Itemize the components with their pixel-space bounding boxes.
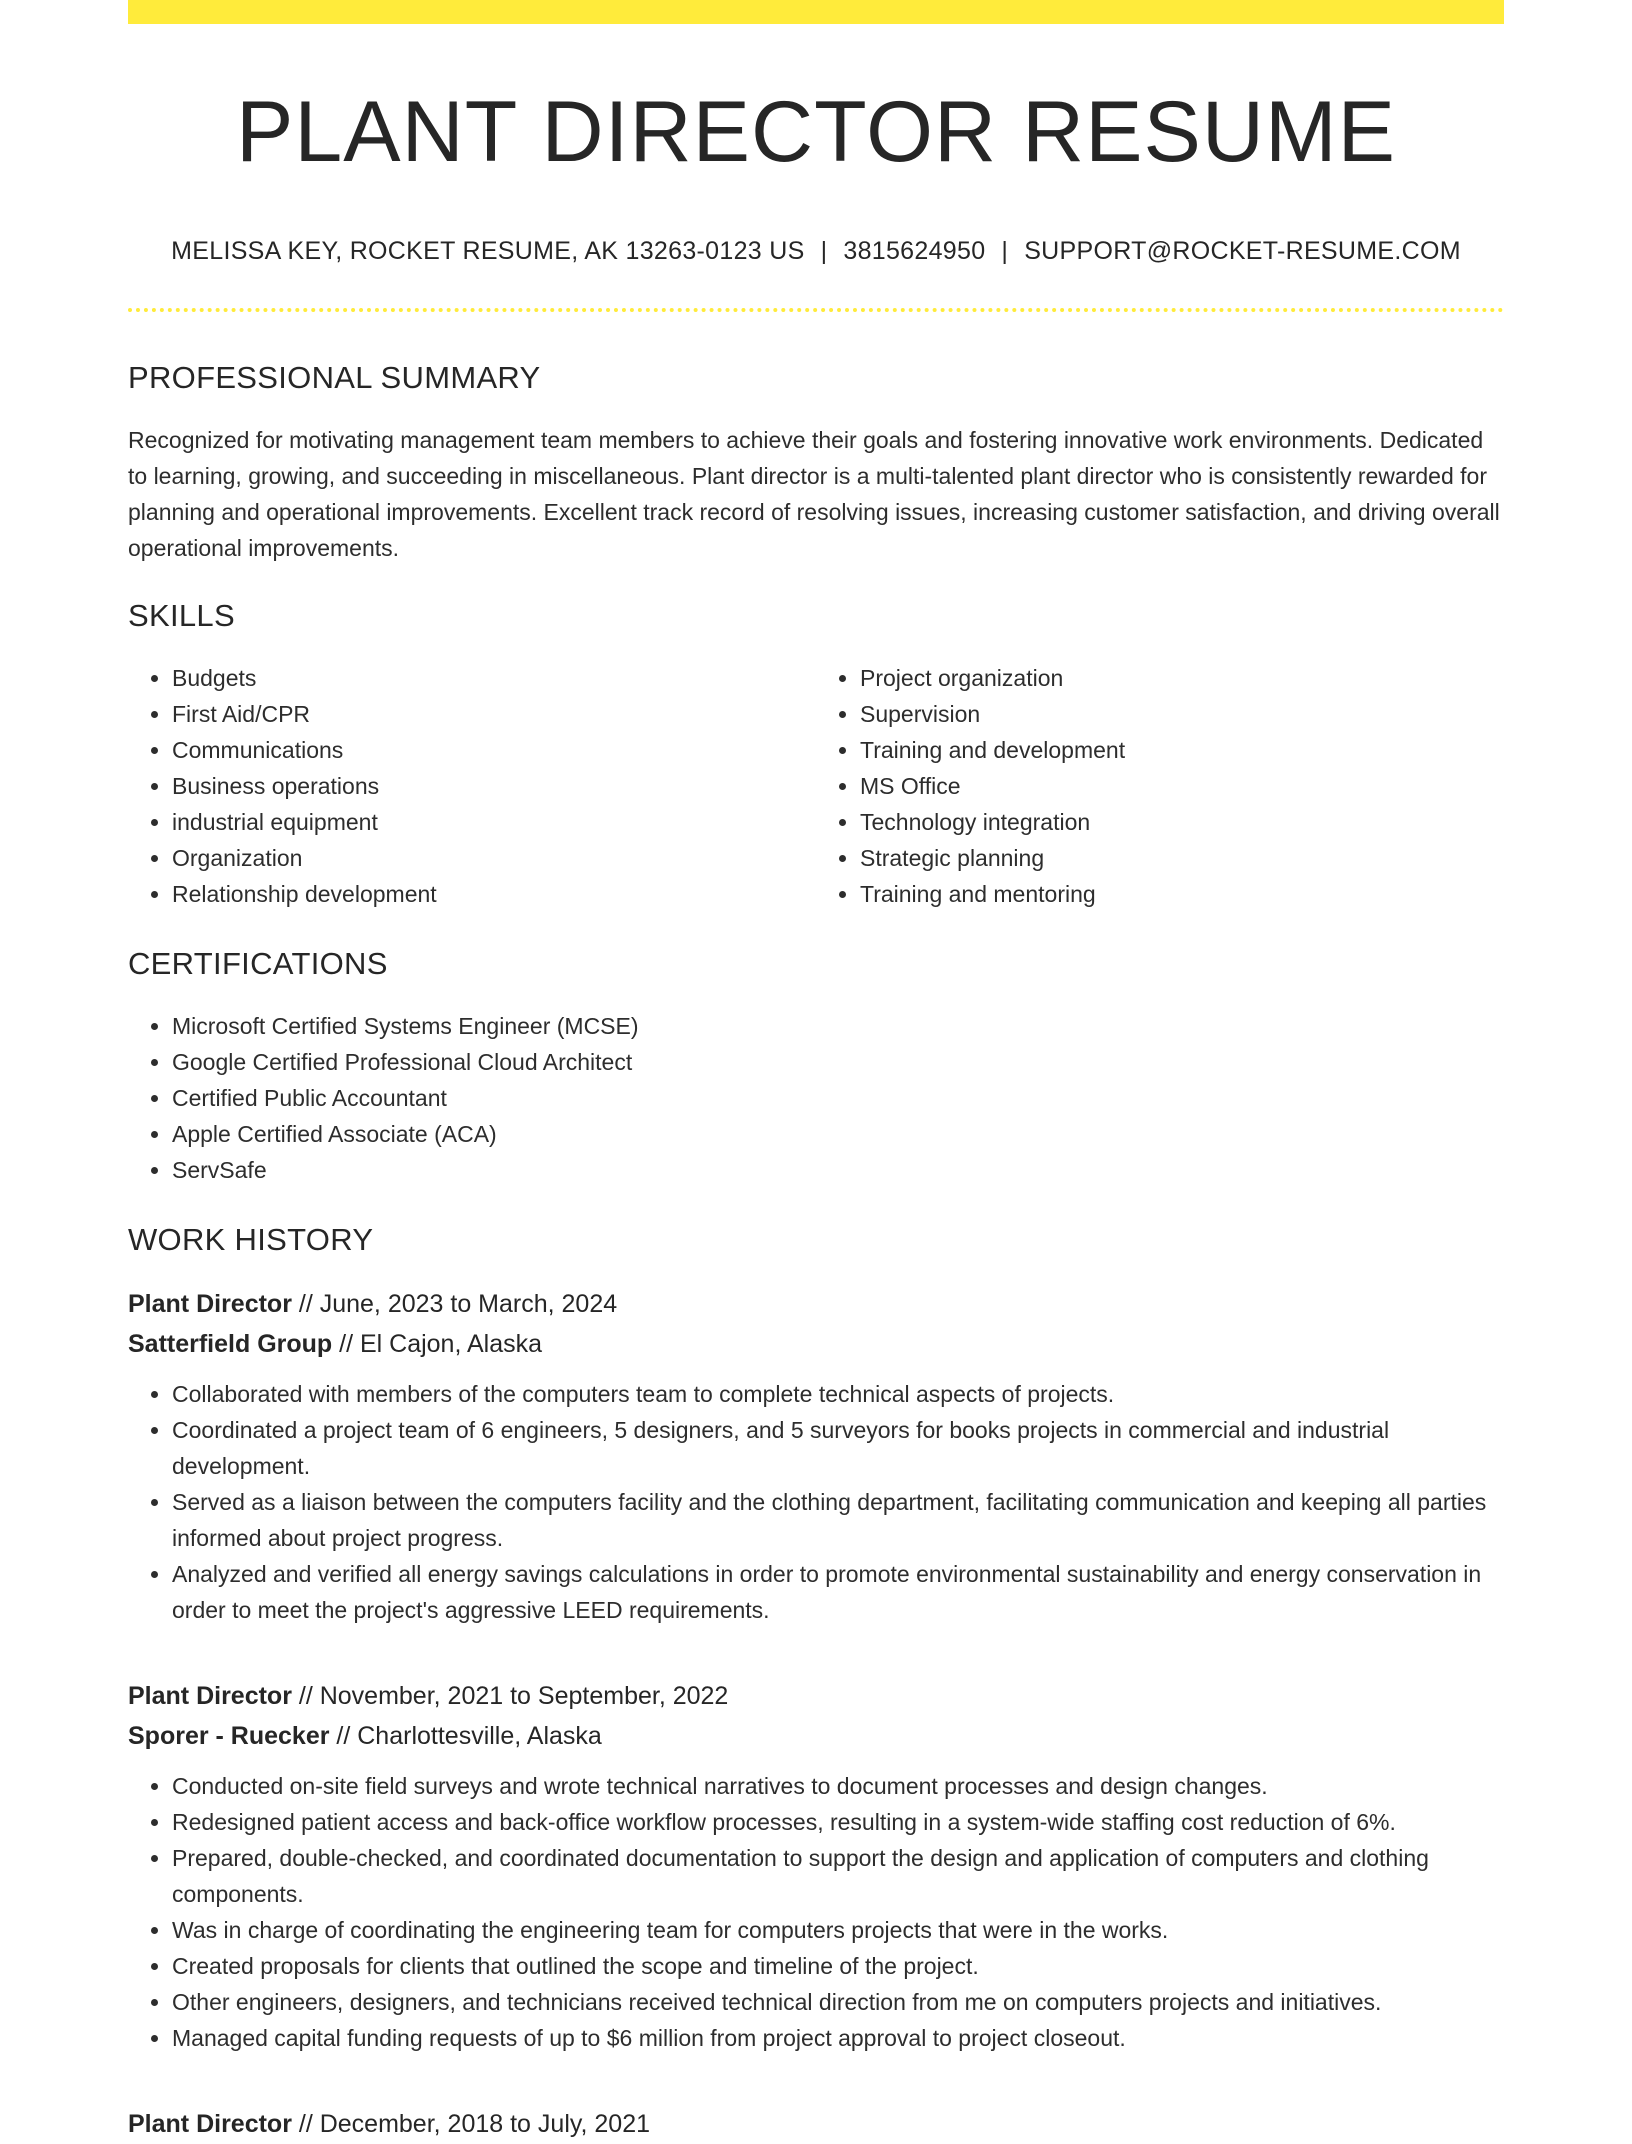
job-title: Plant Director <box>128 1290 292 1318</box>
certification-item: • Microsoft Certified Systems Engineer (MCSE) <box>172 1008 1504 1044</box>
skill-item: • Technology integration <box>860 804 1504 840</box>
job-bullet: • Analyzed and verified all energy savings calculations in order to promote environmental sustainability and energy conservation in order to meet the project's aggressive LEED requirements. <box>172 1556 1504 1628</box>
skill-item: • First Aid/CPR <box>172 696 816 732</box>
skill-item: • Business operations <box>172 768 816 804</box>
skill-item: • Project organization <box>860 660 1504 696</box>
job-entry <box>128 1284 1504 1628</box>
dotted-divider <box>128 308 1504 312</box>
job-bullet: • Managed capital funding requests of up to $6 million from project approval to project closeout. <box>172 2020 1504 2056</box>
skill-item: • Communications <box>172 732 816 768</box>
job-title-line <box>128 1284 1504 1324</box>
job-bullet: • Other engineers, designers, and technicians received technical direction from me on computers projects and initiatives. <box>172 1984 1504 2020</box>
job-bullet: • Was in charge of coordinating the engineering team for computers projects that were in the works. <box>172 1912 1504 1948</box>
skill-item: • Training and development <box>860 732 1504 768</box>
contact-separator: | <box>820 237 828 265</box>
job-company: Satterfield Group <box>128 1330 333 1358</box>
certification-item: • Apple Certified Associate (ACA) <box>172 1116 1504 1152</box>
job-bullet-list <box>128 1768 1504 2056</box>
summary-heading: PROFESSIONAL SUMMARY <box>128 360 541 395</box>
skills-list-left <box>128 660 816 912</box>
skill-item: • MS Office <box>860 768 1504 804</box>
job-dates: // November, 2021 to September, 2022 <box>291 1682 729 1710</box>
skills-heading: SKILLS <box>128 598 235 633</box>
skill-item: • Budgets <box>172 660 816 696</box>
certification-item: • Google Certified Professional Cloud Architect <box>172 1044 1504 1080</box>
skills-list-right <box>816 660 1504 912</box>
skill-item: • Relationship development <box>172 876 816 912</box>
job-company-line <box>128 1324 1504 1364</box>
job-dates: // June, 2023 to March, 2024 <box>291 1290 618 1318</box>
job-bullet: • Conducted on-site field surveys and wrote technical narratives to document processes and design changes. <box>172 1768 1504 1804</box>
work-history-heading: WORK HISTORY <box>128 1222 374 1257</box>
certification-item: • Certified Public Accountant <box>172 1080 1504 1116</box>
certifications-heading: CERTIFICATIONS <box>128 946 388 981</box>
contact-separator: | <box>1001 237 1009 265</box>
job-bullet: • Coordinated a project team of 6 engineers, 5 designers, and 5 surveyors for books projects in commercial and industrial development. <box>172 1412 1504 1484</box>
job-bullet: • Redesigned patient access and back-office workflow processes, resulting in a system-wide staffing cost reduction of 6%. <box>172 1804 1504 1840</box>
job-bullet: • Collaborated with members of the computers team to complete technical aspects of projects. <box>172 1376 1504 1412</box>
summary-text: Recognized for motivating management team members to achieve their goals and fostering innovative work environments. Dedicated to learning, growing, and succeeding in miscellaneous. Plant director is a multi-talented plant director who is consistently rewarded for planning and operational improvements. Excellent track record of resolving issues, increasing customer satisfaction, and driving overall operational improvements. <box>128 427 1500 561</box>
skill-item: • Organization <box>172 840 816 876</box>
job-bullet: • Served as a liaison between the computers facility and the clothing department, facilitating communication and keeping all parties informed about project progress. <box>172 1484 1504 1556</box>
skill-item: • Supervision <box>860 696 1504 732</box>
certification-item: • ServSafe <box>172 1152 1504 1188</box>
job-company-line <box>128 1716 1504 1756</box>
skill-item: • Training and mentoring <box>860 876 1504 912</box>
job-bullet: • Created proposals for clients that outlined the scope and timeline of the project. <box>172 1948 1504 1984</box>
job-title: Plant Director <box>128 2110 292 2138</box>
skills-columns <box>128 660 1504 912</box>
job-location: // Charlottesville, Alaska <box>329 1722 602 1750</box>
job-bullet-list <box>128 1376 1504 1628</box>
job-company: Sporer - Ruecker <box>128 1722 330 1750</box>
resume-content <box>128 0 1504 2144</box>
contact-email: SUPPORT@ROCKET-RESUME.COM <box>1024 237 1461 265</box>
job-title: Plant Director <box>128 1682 292 1710</box>
job-title-line <box>128 1676 1504 1716</box>
contact-address: MELISSA KEY, ROCKET RESUME, AK 13263-0123 US <box>171 237 805 265</box>
job-location: // El Cajon, Alaska <box>332 1330 543 1358</box>
resume-title: PLANT DIRECTOR RESUME <box>236 84 1396 180</box>
job-bullet: • Prepared, double-checked, and coordinated documentation to support the design and application of computers and clothing components. <box>172 1840 1504 1912</box>
skill-item: • industrial equipment <box>172 804 816 840</box>
job-entry <box>128 1676 1504 2056</box>
certifications-list <box>128 1008 1504 1188</box>
job-dates: // December, 2018 to July, 2021 <box>291 2110 651 2138</box>
skill-item: • Strategic planning <box>860 840 1504 876</box>
job-entry <box>128 2104 1504 2144</box>
contact-line <box>128 234 1504 268</box>
job-title-line <box>128 2104 1504 2144</box>
contact-phone: 3815624950 <box>843 237 986 265</box>
